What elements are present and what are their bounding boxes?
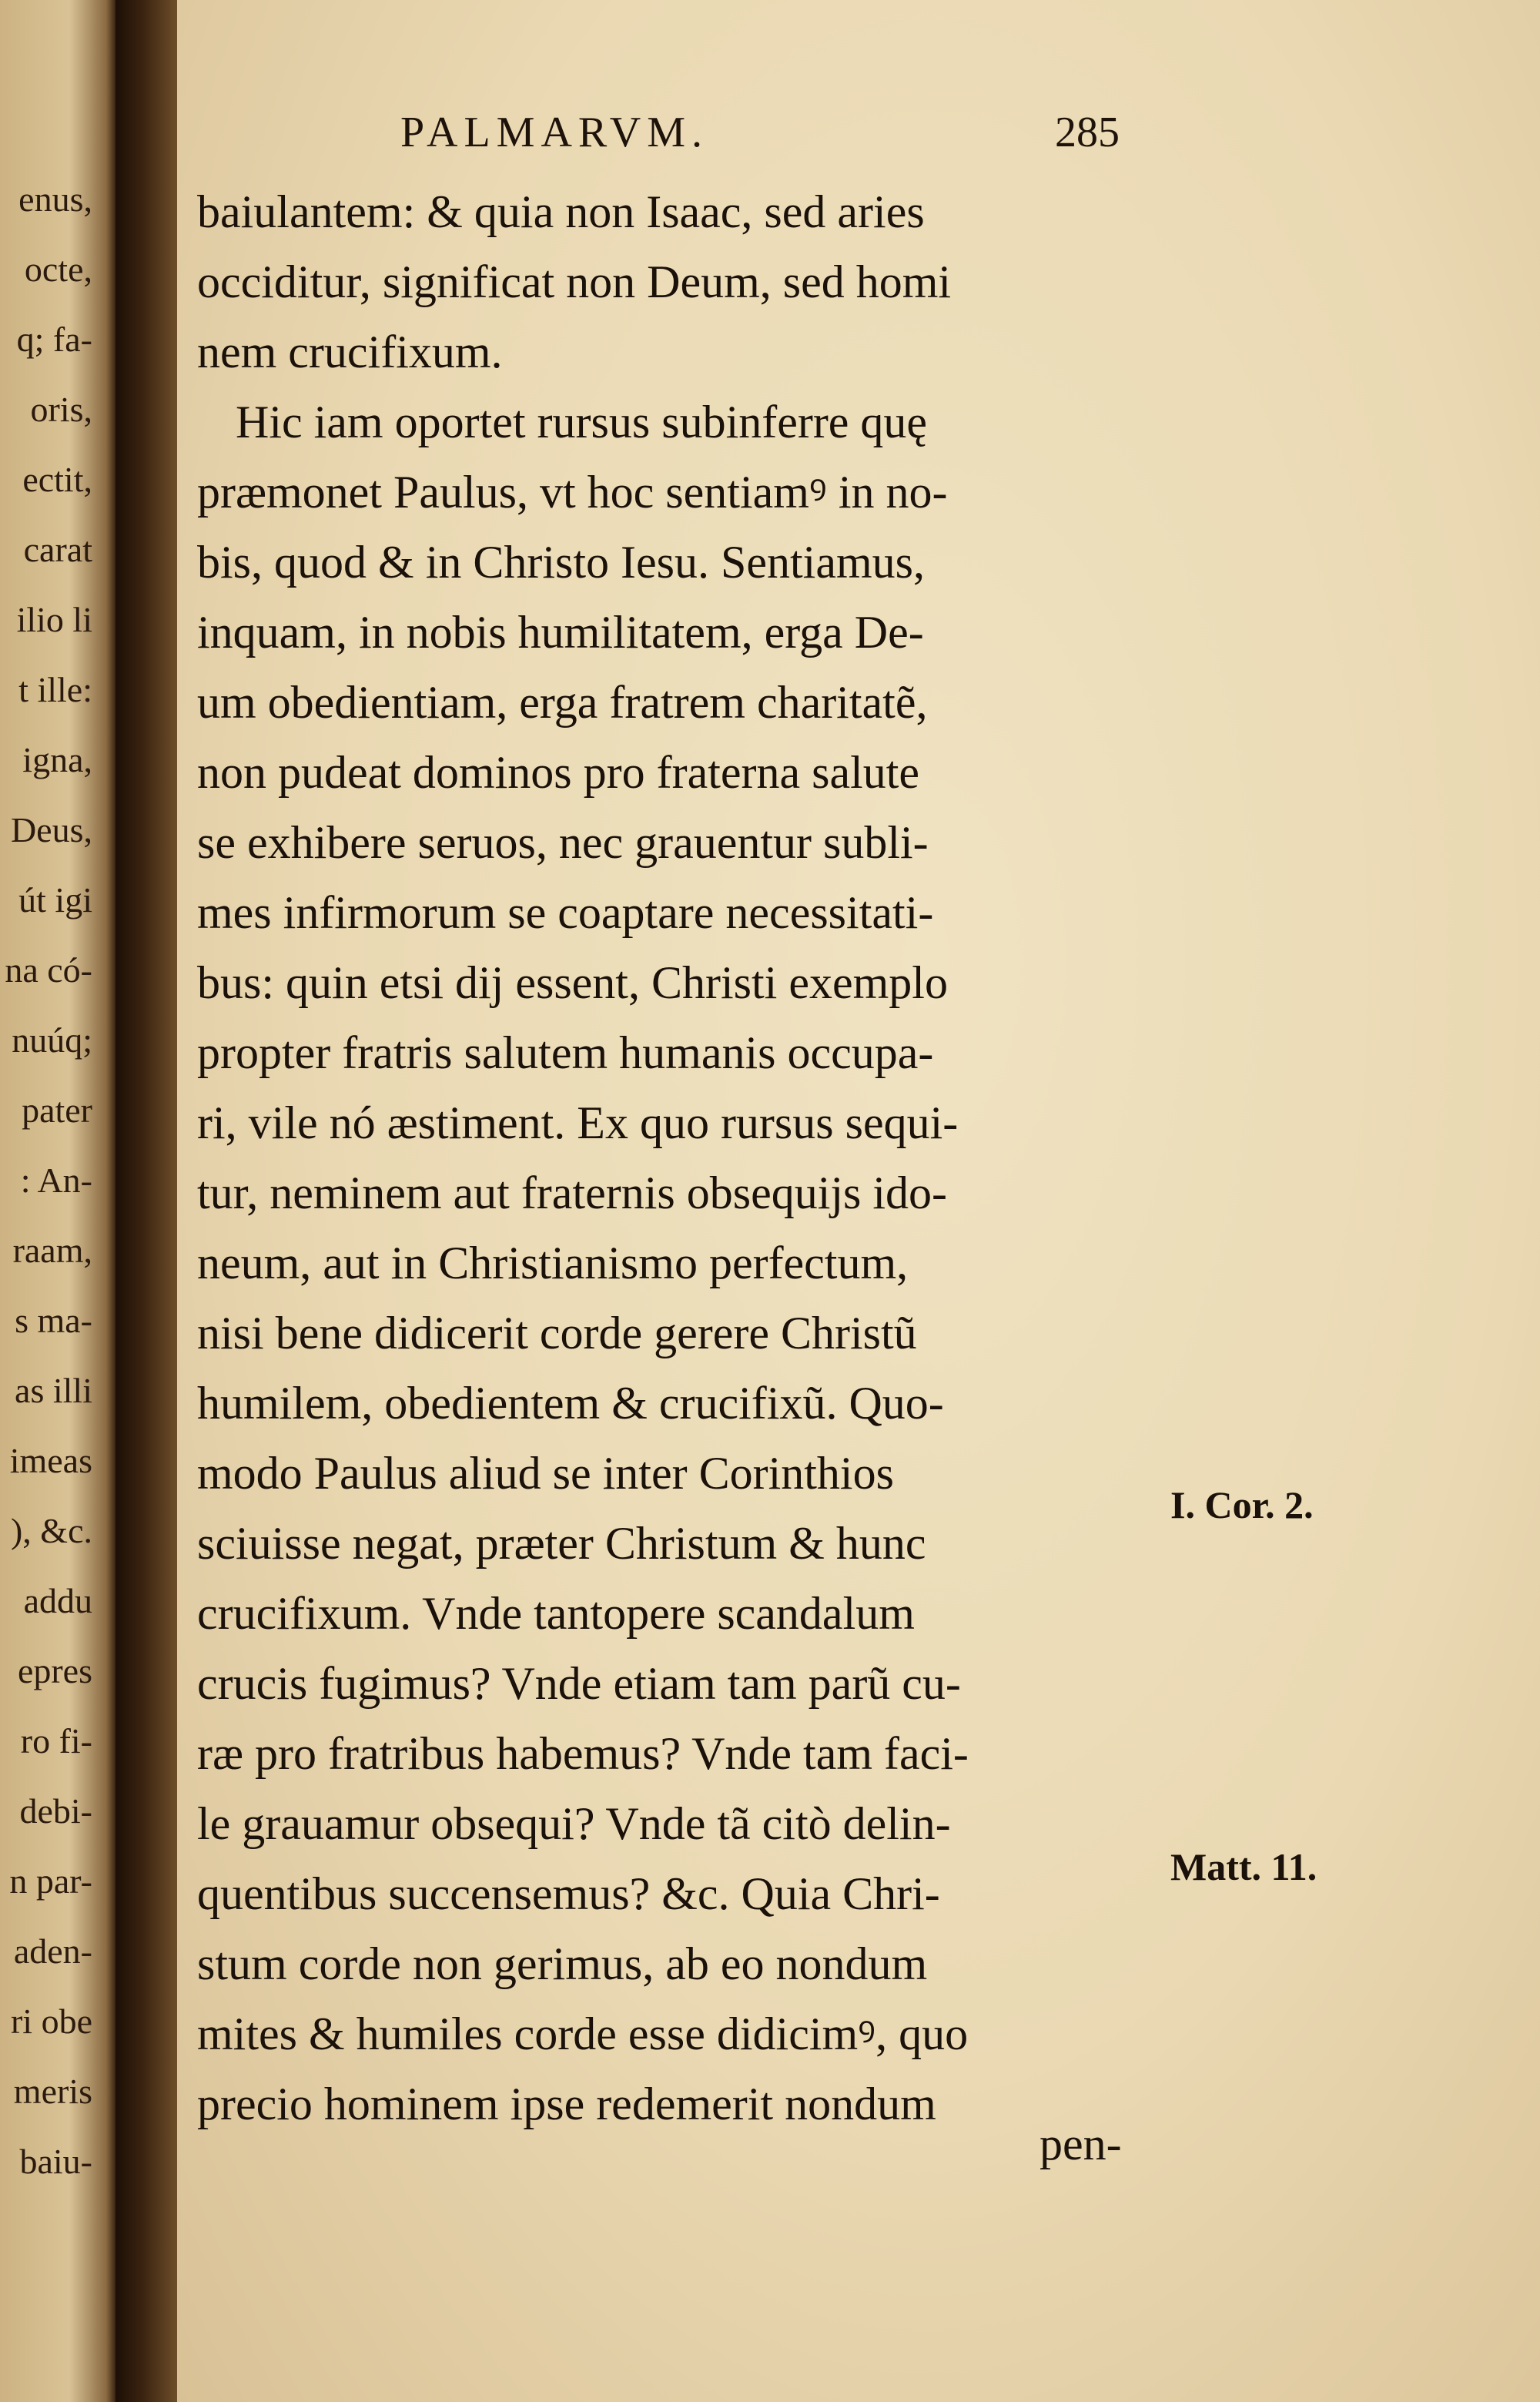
left-page-fragment: na có- — [5, 950, 92, 990]
book-gutter — [116, 0, 177, 2402]
marginal-note: I. Cor. 2. — [1170, 1483, 1314, 1526]
left-page-fragment: enus, — [18, 179, 92, 219]
text-line: propter fratris salutem humanis occupa- — [197, 1027, 934, 1078]
text-line: nisi bene didicerit corde gerere Christũ — [197, 1308, 917, 1358]
page-number: 285 — [1055, 109, 1120, 156]
text-line: le grauamur obsequi? Vnde tã citò delin- — [197, 1798, 951, 1849]
text-line: quentibus succensemus? &c. Quia Chri- — [197, 1868, 940, 1919]
text-line: occiditur, significat non Deum, sed homi — [197, 256, 952, 307]
text-line: nem crucifixum. — [197, 327, 503, 377]
left-page-fragment: ), &c. — [10, 1511, 92, 1550]
left-page-fragment: debi- — [19, 1791, 92, 1831]
left-page-fragment: Deus, — [10, 810, 92, 849]
text-line: bus: quin etsi dij essent, Christi exemplo — [197, 957, 948, 1008]
right-page — [177, 0, 1540, 2402]
left-page-fragment: imeas — [9, 1441, 92, 1480]
left-page-fragment: as illi — [15, 1371, 92, 1410]
left-page-fragment: s ma- — [15, 1301, 92, 1340]
text-line: baiulantem: & quia non Isaac, sed aries — [197, 186, 925, 237]
running-head-title: PALMARVM. — [400, 109, 708, 156]
text-line: crucis fugimus? Vnde etiam tam parũ cu- — [197, 1658, 961, 1709]
text-line: ræ pro fratribus habemus? Vnde tam faci- — [197, 1728, 969, 1779]
text-line: um obedientiam, erga fratrem charitatẽ, — [197, 677, 928, 728]
left-page-fragment: addu — [23, 1581, 92, 1620]
left-page-fragment: ro fi- — [20, 1721, 92, 1760]
left-page-fragment: baiu- — [19, 2142, 92, 2181]
catchword: pen- — [1040, 2119, 1122, 2169]
running-head — [177, 108, 1540, 169]
body-text — [197, 177, 1198, 2139]
left-page-fragment: igna, — [22, 740, 92, 779]
left-page-fragment: ri obe — [10, 2002, 92, 2041]
left-page-fragment: meris — [13, 2072, 92, 2111]
text-line: ri, vile nó æstiment. Ex quo rursus sequi- — [197, 1097, 959, 1148]
text-line: Hic iam oportet rursus subinferre quę — [236, 397, 928, 447]
text-line: precio hominem ipse redemerit nondum — [197, 2079, 936, 2129]
left-page-fragment: n par- — [9, 1861, 92, 1901]
text-line: inquam, in nobis humilitatem, erga De- — [197, 607, 924, 658]
text-line: mites & humiles corde esse didicimꝰ, quo — [197, 2008, 969, 2059]
text-line: se exhibere seruos, nec grauentur subli- — [197, 817, 929, 868]
text-line: modo Paulus aliud se inter Corinthios — [197, 1448, 894, 1499]
text-line: non pudeat dominos pro fraterna salute — [197, 747, 920, 798]
left-page-fragment: pater — [22, 1090, 92, 1130]
left-page-fragment: epres — [17, 1651, 92, 1690]
text-line: præmonet Paulus, vt hoc sentiamꝰ in no- — [197, 467, 948, 518]
text-line: crucifixum. Vnde tantopere scandalum — [197, 1588, 915, 1639]
left-page-fragment: q; fa- — [16, 320, 92, 359]
text-line: stum corde non gerimus, ab eo nondum — [197, 1938, 928, 1989]
text-line: sciuisse negat, præter Christum & hunc — [197, 1518, 926, 1569]
left-page-fragment: ilio li — [16, 600, 92, 639]
left-page-fragment: ectit, — [22, 460, 92, 499]
marginal-note: Matt. 11. — [1170, 1845, 1317, 1888]
left-page-fragment: oris, — [30, 390, 92, 429]
left-page-fragment: raam, — [12, 1231, 92, 1270]
left-page-fragment: út igi — [18, 880, 92, 920]
left-page-fragment: octe, — [24, 250, 92, 289]
text-line: humilem, obedientem & crucifixũ. Quo- — [197, 1378, 944, 1429]
left-page-fragment: carat — [23, 530, 92, 569]
left-page-edge — [0, 0, 116, 2402]
left-page-fragment: t ille: — [18, 670, 92, 709]
left-page-fragment: : An- — [20, 1161, 92, 1200]
left-page-fragment: aden- — [13, 1931, 92, 1971]
left-page-fragment: nuúq; — [12, 1020, 92, 1060]
text-line: neum, aut in Christianismo perfectum, — [197, 1238, 909, 1288]
text-line: bis, quod & in Christo Iesu. Sentiamus, — [197, 537, 925, 588]
text-line: tur, neminem aut fraternis obsequijs ido- — [197, 1167, 948, 1218]
text-line: mes infirmorum se coaptare necessitati- — [197, 887, 934, 938]
